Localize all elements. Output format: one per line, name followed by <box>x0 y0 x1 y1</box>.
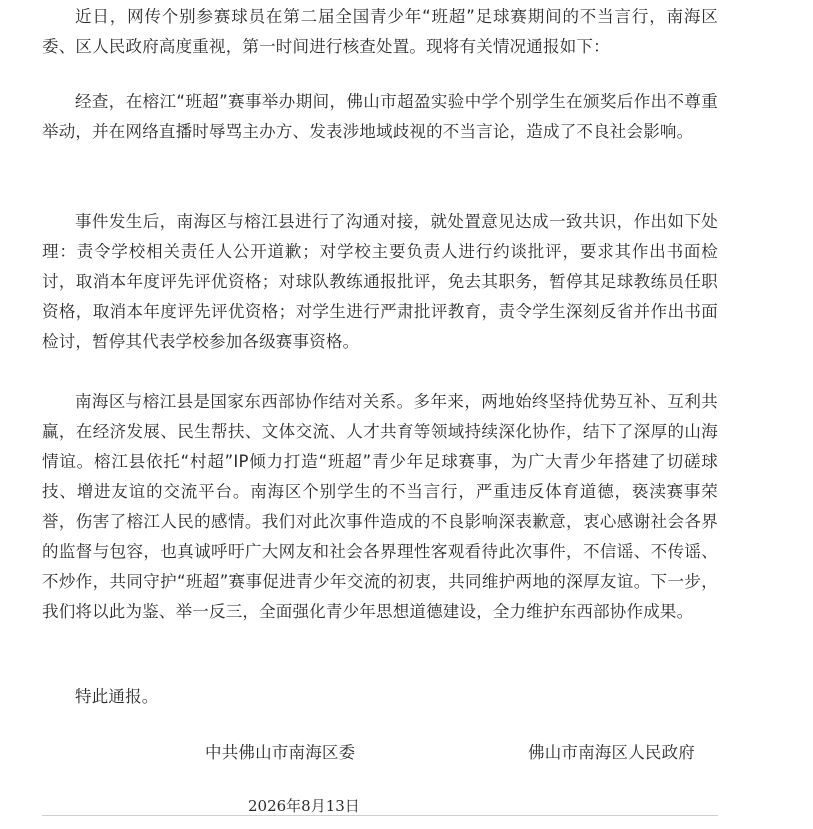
bottom-divider <box>42 815 718 816</box>
announcement-date: 2026年8月13日 <box>248 797 360 815</box>
paragraph-closing: 特此通报。 <box>75 687 159 706</box>
paragraph-relationship: 南海区与榕江县是国家东西部协作结对关系。多年来，两地始终坚持优势互补、互利共赢，在经济发展、民生帮扶、文体交流、人才共育等领域持续深化协作，结下了深厚的山海情谊。榕江县依托“村超”IP倾力打造“班超”青少年足球赛事，为广大青少年搭建了切磋球技、增进友谊的交流平台。南海区个别学生的不当言行，严重违反体育道德，亵渎赛事荣誉，伤害了榕江人民的感情。我们对此次事件造成的不良影响深表歉意，衷心感谢社会各界的监督与包容，也真诚呼吁广大网友和社会各界理性客观看待此次事件，不信谣、不传谣、不炒作，共同守护“班超”赛事促进青少年交流的初衷，共同维护两地的深厚友谊。下一步，我们将以此为鉴、举一反三，全面强化青少年思想道德建设，全力维护东西部协作成果。 <box>42 392 718 621</box>
paragraph-intro: 近日，网传个别参赛球员在第二届全国青少年“班超”足球赛期间的不当言行，南海区委、区人民政府高度重视，第一时间进行核查处置。现将有关情况通报如下： <box>42 7 718 56</box>
signature-party-committee: 中共佛山市南海区委 <box>205 743 356 762</box>
signature-district-government: 佛山市南海区人民政府 <box>528 743 695 762</box>
paragraph-findings: 经查，在榕江“班超”赛事举办期间，佛山市超盈实验中学个别学生在颁奖后作出不尊重举动，并在网络直播时辱骂主办方、发表涉地域歧视的不当言论，造成了不良社会影响。 <box>42 92 718 141</box>
paragraph-handling: 事件发生后，南海区与榕江县进行了沟通对接，就处置意见达成一致共识，作出如下处理：责令学校相关责任人公开道歉；对学校主要负责人进行约谈批评，要求其作出书面检讨，取消本年度评先评优资格；对球队教练通报批评，免去其职务，暂停其足球教练员任职资格，取消本年度评先评优资格；对学生进行严肃批评教育，责令学生深刻反省并作出书面检讨，暂停其代表学校参加各级赛事资格。 <box>42 212 718 351</box>
